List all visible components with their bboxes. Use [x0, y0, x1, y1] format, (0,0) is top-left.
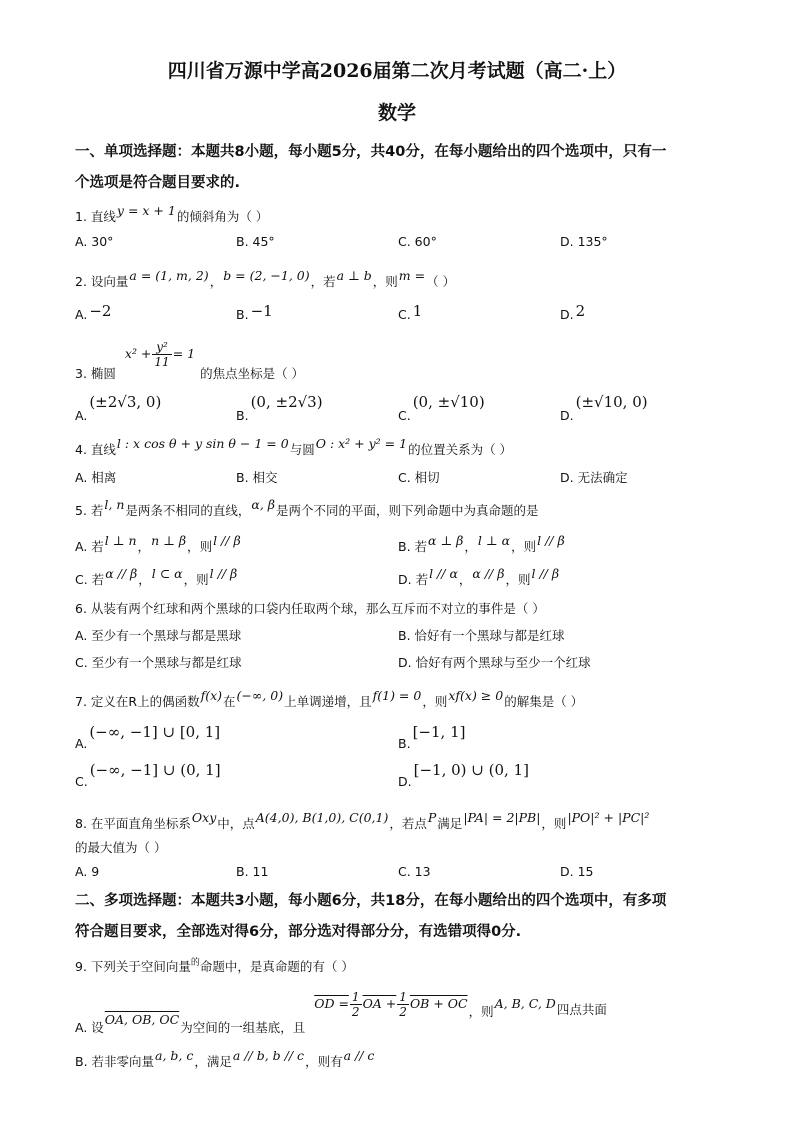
q5-mid: 是两条不相同的直线， [125, 503, 251, 518]
q5-c-then: l // β [209, 566, 238, 581]
q1-pre: 1. 直线 [75, 209, 116, 224]
q9-a-term2: OB + OC [409, 996, 468, 1011]
q3-frac-den: 11 [154, 355, 170, 369]
q1-option-d[interactable]: D. 135° [560, 234, 608, 249]
q9-a-frac1-num: 1 [351, 990, 360, 1004]
q8-mid3: 满足 [437, 816, 463, 831]
q5-d-then: l // β [531, 566, 560, 581]
q9-b-vectors: a, b, c [155, 1048, 194, 1063]
q2-post: （ ） [426, 274, 456, 289]
q2-option-b[interactable] [236, 302, 275, 323]
q6-option-b[interactable]: B. 恰好有一个黑球与都是红球 [398, 628, 565, 643]
q8-option-b[interactable]: B. 11 [236, 864, 269, 879]
q9-b-mid: ，满足 [194, 1054, 232, 1069]
q3-fraction [152, 340, 171, 369]
question-3 [75, 340, 305, 381]
q7-fx: f(x) [200, 688, 223, 703]
q2-vector-b: b = (2, −1, 0) [223, 268, 310, 283]
q8-pre: 8. 在平面直角坐标系 [75, 816, 191, 831]
question-5 [75, 497, 539, 519]
q7-option-a[interactable] [75, 723, 222, 751]
q5-b-comma2: ， [511, 539, 524, 554]
q2-option-a-value: −2 [89, 302, 112, 320]
q2-sep3: ，则 [372, 274, 398, 289]
q6-option-d[interactable]: D. 恰好有两个黑球与至少一个红球 [398, 655, 591, 670]
question-4 [75, 436, 513, 458]
q7-c-value: (−∞, −1] ∪ (0, 1] [89, 761, 221, 779]
q7-b-value: [−1, 1] [412, 723, 466, 741]
q2-option-d-value: 2 [575, 302, 586, 320]
q9-a-post: 四点共面 [556, 1002, 607, 1017]
q9-a-frac2-num: 1 [399, 990, 407, 1004]
q5-option-a[interactable] [75, 533, 242, 555]
q4-option-a[interactable]: A. 相离 [75, 470, 117, 485]
q3-option-d[interactable] [560, 393, 650, 423]
q5-b-ze: 则 [523, 539, 537, 554]
question-8 [75, 810, 650, 832]
q5-d-ze: 则 [517, 572, 531, 587]
q2-option-b-value: −1 [250, 302, 273, 320]
q5-b-comma: ， [464, 539, 477, 554]
q5-option-b[interactable] [398, 533, 566, 555]
q3-ellipse-equation [124, 340, 196, 369]
q4-mid: 与圆 [289, 442, 315, 457]
q9-a-eq-left: OD = [314, 996, 349, 1011]
q5-d-comma: ， [458, 572, 472, 587]
q7-option-c[interactable] [75, 761, 223, 789]
q5-a-then: l // β [213, 533, 241, 548]
q9-a-frac2-den: 2 [399, 1005, 407, 1019]
q7-c-label: C. [75, 774, 88, 789]
q1-math: y = x + 1 [116, 203, 176, 218]
q7-d-label: D. [398, 774, 412, 789]
question-6: 6. 从装有两个红球和两个黑球的口袋内任取两个球，那么互斥而不对立的事件是（ ） [75, 601, 545, 616]
q5-c-c2: l ⊂ α [151, 566, 183, 581]
section1-line1: 一、单项选择题：本题共8小题，每小题5分，共40分，在每小题给出的四个选项中，只有一 [75, 144, 667, 160]
q5-lines: l, n [104, 497, 125, 512]
q3-option-c[interactable] [398, 393, 487, 423]
q8-mid4: ，则 [541, 816, 567, 831]
section2-line1: 二、多项选择题：本题共3小题，每小题6分，共18分，在每小题给出的四个选项中，有多项 [75, 893, 667, 909]
q2-option-b-label: B. [236, 307, 249, 322]
q7-inequality: xf(x) ≥ 0 [448, 688, 504, 703]
q5-d-label: D. 若 [398, 572, 429, 587]
q6-option-a[interactable]: A. 至少有一个黑球与都是黑球 [75, 628, 242, 643]
q2-option-d[interactable] [560, 302, 587, 323]
q9-option-a[interactable] [75, 990, 607, 1035]
q9-b-pre: B. 若非零向量 [75, 1054, 155, 1069]
q1-post: 的倾斜角为（ ） [176, 209, 269, 224]
q2-sep1: ， [209, 274, 223, 289]
q5-c-comma: ， [138, 572, 151, 587]
q6-option-c[interactable]: C. 至少有一个黑球与都是红球 [75, 655, 242, 670]
q2-vector-a: a = (1, m, 2) [129, 268, 209, 283]
q5-b-c2: l ⊥ α [477, 533, 511, 548]
exam-title: 四川省万源中学高2026届第二次月考试题（高二·上） [167, 60, 627, 82]
q5-a-label: A. 若 [75, 539, 104, 554]
question-1 [75, 203, 269, 225]
q3-option-a-value: (±2√3, 0) [89, 393, 162, 411]
q5-c-c1: α // β [105, 566, 138, 581]
q9-a-mid: 为空间的一组基底，且 [180, 1020, 306, 1035]
q7-d-value: [−1, 0) ∪ (0, 1] [413, 761, 529, 779]
q7-f1: f(1) = 0 [372, 688, 422, 703]
q7-mid3: ，则 [422, 694, 448, 709]
q3-option-d-value: (±√10, 0) [575, 393, 648, 411]
q8-p: P [427, 810, 437, 825]
section2-line2: 符合题目要求，全部选对得6分，部分选对得部分分，有选错项得0分. [75, 924, 522, 940]
q5-b-label: B. 若 [398, 539, 428, 554]
q5-post: 是两个不同的平面，则下列命题中为真命题的是 [276, 503, 539, 518]
q3-post: 的焦点坐标是（ ） [200, 366, 305, 381]
q9-a-equation [313, 990, 468, 1019]
q8-points: A(4,0), B(1,0), C(0,1) [255, 810, 389, 825]
q9-de: 的 [190, 958, 200, 968]
q3-option-b[interactable] [236, 393, 325, 423]
q3-option-a[interactable] [75, 393, 163, 423]
q5-c-label: C. 若 [75, 572, 105, 587]
q9-a-frac2 [397, 990, 409, 1019]
q9-a-points: A, B, C, D [494, 996, 556, 1011]
q5-a-ze: 则 [199, 539, 213, 554]
q3-frac-num: y² [152, 340, 171, 355]
q9-b-result: a // c [343, 1048, 375, 1063]
question-9 [75, 957, 354, 975]
q3-option-c-value: (0, ±√10) [412, 393, 485, 411]
q2-option-c-label: C. [398, 307, 411, 322]
q9-b-condition: a // b, b // c [232, 1048, 305, 1063]
q3-option-b-value: (0, ±2√3) [250, 393, 323, 411]
question-2 [75, 268, 456, 290]
q2-option-a[interactable] [75, 302, 113, 323]
q7-a-value: (−∞, −1] ∪ [0, 1] [89, 723, 221, 741]
q9-a-then: ，则 [468, 1004, 494, 1019]
q9-a-basis: OA, OB, OC [104, 1012, 180, 1027]
q5-d-c1: l // α [429, 566, 458, 581]
q9-a-pre: A. 设 [75, 1020, 104, 1035]
q8-option-a[interactable]: A. 9 [75, 864, 100, 879]
q4-option-b[interactable]: B. 相交 [236, 470, 278, 485]
q5-b-c1: α ⊥ β [428, 533, 464, 548]
q7-pre: 7. 定义在R上的偶函数 [75, 694, 200, 709]
q5-d-comma2: ， [505, 572, 518, 587]
q2-option-c[interactable] [398, 302, 424, 323]
q9-b-then: ，则有 [305, 1054, 343, 1069]
q7-mid1: 在 [223, 694, 236, 709]
q3-math-right: = 1 [172, 346, 196, 361]
q3-option-d-label: D. [560, 408, 574, 423]
q2-option-c-value: 1 [412, 302, 423, 320]
q9-a-term1: OA + [362, 996, 397, 1011]
q7-mid2: 上单调递增，且 [284, 694, 372, 709]
q5-option-d[interactable] [398, 566, 560, 588]
q2-pre: 2. 设向量 [75, 274, 129, 289]
q2-perp: a ⊥ b [336, 268, 372, 283]
q7-option-d[interactable] [398, 761, 531, 789]
q7-interval: (−∞, 0) [236, 688, 284, 703]
q4-option-c[interactable]: C. 相切 [398, 470, 440, 485]
q4-circle-equation: O : x² + y² = 1 [315, 436, 408, 451]
q1-option-a[interactable]: A. 30° [75, 234, 114, 249]
q3-option-c-label: C. [398, 408, 411, 423]
q2-option-a-label: A. [75, 307, 88, 322]
q8-expression: |PO|² + |PC|² [567, 810, 650, 825]
q7-option-b[interactable] [398, 723, 467, 751]
q4-pre: 4. 直线 [75, 442, 116, 457]
q5-c-ze: 则 [196, 572, 209, 587]
subject-title: 数学 [377, 102, 416, 124]
question-7 [75, 688, 584, 710]
q9-a-frac1-den: 2 [351, 1005, 360, 1019]
q5-b-then: l // β [537, 533, 565, 548]
q8-mid2: ，若点 [389, 816, 427, 831]
q9-a-frac1 [350, 990, 362, 1019]
q1-option-c[interactable]: C. 60° [398, 234, 437, 249]
q5-pre: 5. 若 [75, 503, 104, 518]
q5-planes: α, β [251, 497, 276, 512]
q8-oxy: Oxy [191, 810, 217, 825]
q5-option-c[interactable] [75, 566, 238, 588]
q4-post: 的位置关系为（ ） [408, 442, 513, 457]
q8-line2: 的最大值为（ ） [75, 840, 167, 855]
q8-option-d[interactable]: D. 15 [560, 864, 594, 879]
q3-option-a-label: A. [75, 408, 88, 423]
q7-post: 的解集是（ ） [504, 694, 584, 709]
q5-c-comma2: ， [183, 572, 197, 587]
q4-line-equation: l : x cos θ + y sin θ − 1 = 0 [116, 436, 289, 451]
q7-a-label: A. [75, 736, 88, 751]
q9-pre: 9. 下列关于空间向量 [75, 959, 191, 974]
q9-post: 命题中，是真命题的有（ ） [199, 959, 354, 974]
q3-option-b-label: B. [236, 408, 249, 423]
q2-sep2: ，若 [310, 274, 336, 289]
q8-mid1: 中，点 [217, 816, 255, 831]
q2-m: m = [398, 268, 426, 283]
q5-a-comma2: ， [187, 539, 200, 554]
section1-line2: 个选项是符合题目要求的. [75, 175, 241, 191]
q5-a-comma: ， [137, 539, 151, 554]
q7-b-label: B. [398, 736, 411, 751]
q1-option-b[interactable]: B. 45° [236, 234, 275, 249]
q8-condition: |PA| = 2|PB| [463, 810, 541, 825]
q5-a-c2: n ⊥ β [151, 533, 187, 548]
q3-math-left: x² + [124, 346, 152, 361]
q4-option-d[interactable]: D. 无法确定 [560, 470, 628, 485]
q9-option-b[interactable] [75, 1048, 375, 1070]
q3-pre: 3. 椭圆 [75, 366, 116, 381]
q5-d-c2: α // β [472, 566, 505, 581]
q5-a-c1: l ⊥ n [104, 533, 137, 548]
q2-option-d-label: D. [560, 307, 574, 322]
q8-option-c[interactable]: C. 13 [398, 864, 431, 879]
